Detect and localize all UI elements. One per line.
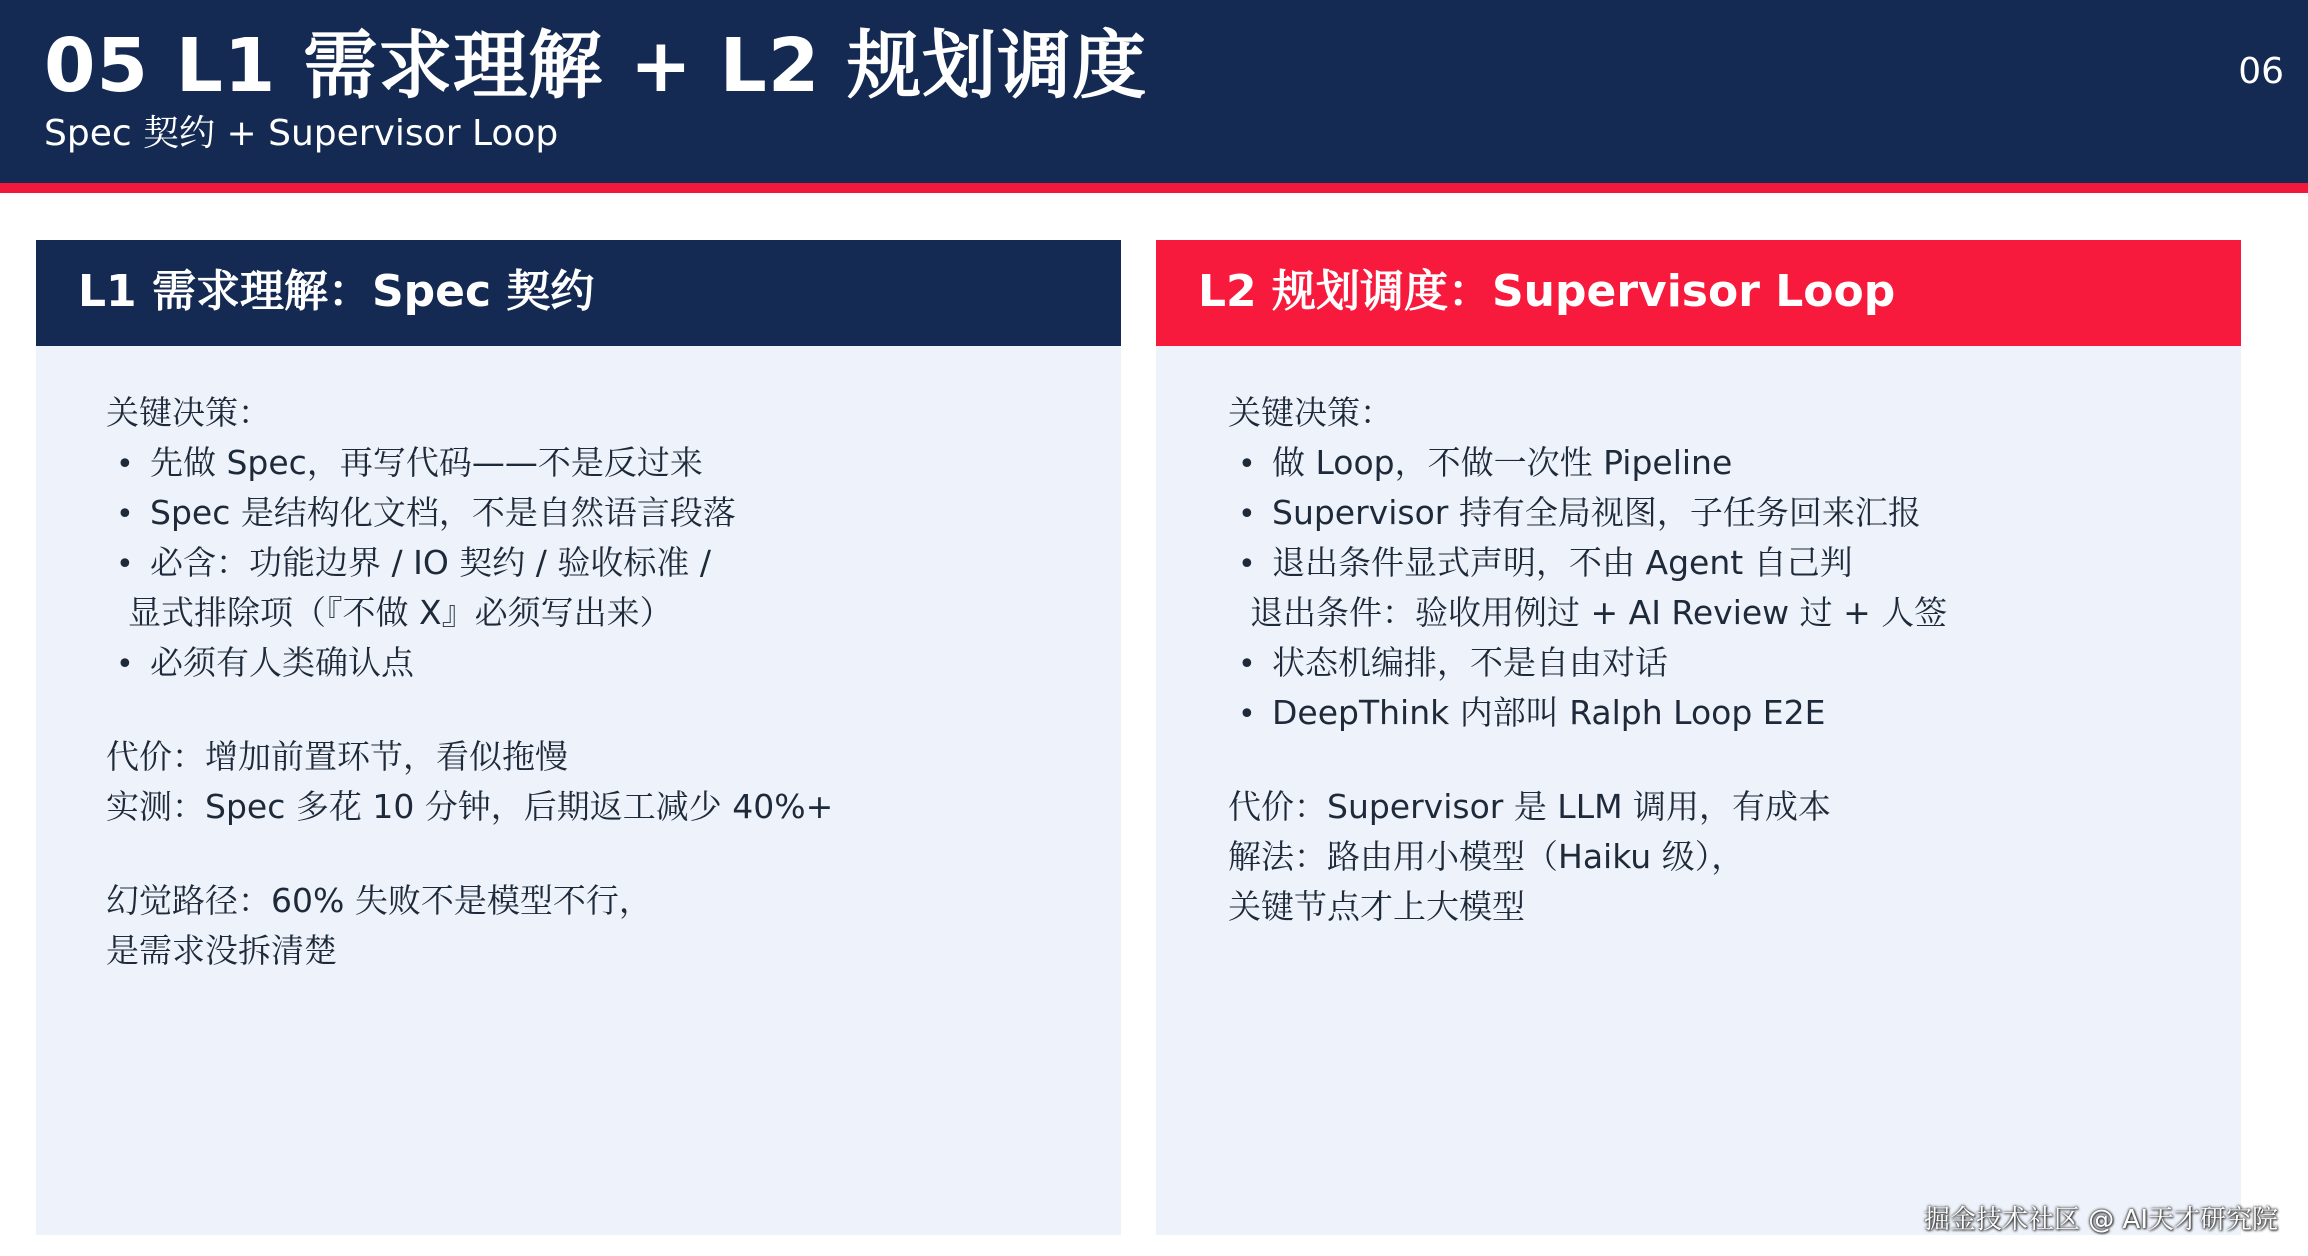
bullet-dot-icon: • (1238, 547, 1256, 582)
bullet-dot-icon: • (116, 447, 134, 482)
l1-bullet-text: 先做 Spec，再写代码——不是反过来 (150, 443, 703, 482)
bullet-dot-icon: • (1238, 647, 1256, 682)
l1-hallucination-text-2: 是需求没拆清楚 (106, 931, 337, 970)
l1-cost-text: 代价：增加前置环节，看似拖慢 (106, 737, 568, 776)
page-subtitle: Spec 契约 + Supervisor Loop (44, 113, 559, 154)
l2-bullet-text: 做 Loop，不做一次性 Pipeline (1272, 443, 1733, 482)
l2-bullet-text: 状态机编排，不是自由对话 (1272, 643, 1668, 682)
watermark: 掘金技术社区 @ AI天才研究院 (1924, 1205, 2278, 1235)
l2-panel-header (1156, 240, 2241, 346)
bullet-dot-icon: • (116, 547, 134, 582)
page-number: 06 (2238, 51, 2284, 92)
l2-solution-text: 解法：路由用小模型（Haiku 级）， (1228, 837, 1745, 876)
l1-bullet-text: Spec 是结构化文档，不是自然语言段落 (150, 493, 736, 532)
l1-bullet-continuation: 显式排除项（『不做 X』必须写出来） (128, 593, 673, 632)
header-bar (0, 0, 2308, 183)
header-accent-stripe (0, 183, 2308, 193)
l1-bullet-text: 必含：功能边界 / IO 契约 / 验收标准 / (150, 543, 711, 582)
l2-bullet-item (1228, 438, 2188, 488)
l2-bullet-text: DeepThink 内部叫 Ralph Loop E2E (1272, 693, 1826, 732)
l1-measured-text: 实测：Spec 多花 10 分钟，后期返工减少 40%+ (106, 787, 834, 826)
l2-bullet-text: Supervisor 持有全局视图，子任务回来汇报 (1272, 493, 1921, 532)
l1-panel-body (106, 388, 1066, 976)
bullet-dot-icon: • (1238, 447, 1256, 482)
l2-bullet-item (1228, 538, 2188, 588)
l2-bullet-item (1228, 688, 2188, 738)
l1-bullet-item (106, 538, 1066, 588)
l1-panel-title: L1 需求理解：Spec 契约 (78, 266, 595, 317)
l1-hallucination-text: 幻觉路径：60% 失败不是模型不行， (106, 881, 652, 920)
l2-panel-title: L2 规划调度：Supervisor Loop (1198, 266, 1896, 317)
l2-bullet-item (1228, 638, 2188, 688)
page-title: 05 L1 需求理解 + L2 规划调度 (44, 23, 1148, 109)
l2-panel-body (1228, 388, 2188, 932)
bullet-dot-icon: • (116, 497, 134, 532)
l1-bullet-item (106, 438, 1066, 488)
l2-bullet-continuation: 退出条件：验收用例过 + AI Review 过 + 人签 (1250, 593, 1948, 632)
bullet-dot-icon: • (116, 647, 134, 682)
l1-panel (36, 240, 1121, 1235)
l2-cost-text: 代价：Supervisor 是 LLM 调用，有成本 (1228, 787, 1832, 826)
l1-decision-label: 关键决策： (106, 393, 271, 432)
l1-bullet-item (106, 488, 1066, 538)
bullet-dot-icon: • (1238, 497, 1256, 532)
l2-decision-label: 关键决策： (1228, 393, 1393, 432)
l1-panel-header (36, 240, 1121, 346)
l2-panel (1156, 240, 2241, 1235)
bullet-dot-icon: • (1238, 697, 1256, 732)
l1-bullet-item (106, 638, 1066, 688)
l2-bullet-text: 退出条件显式声明，不由 Agent 自己判 (1272, 543, 1853, 582)
l2-bullet-item (1228, 488, 2188, 538)
l2-solution-text-2: 关键节点才上大模型 (1228, 887, 1525, 926)
l1-bullet-text: 必须有人类确认点 (150, 643, 414, 682)
